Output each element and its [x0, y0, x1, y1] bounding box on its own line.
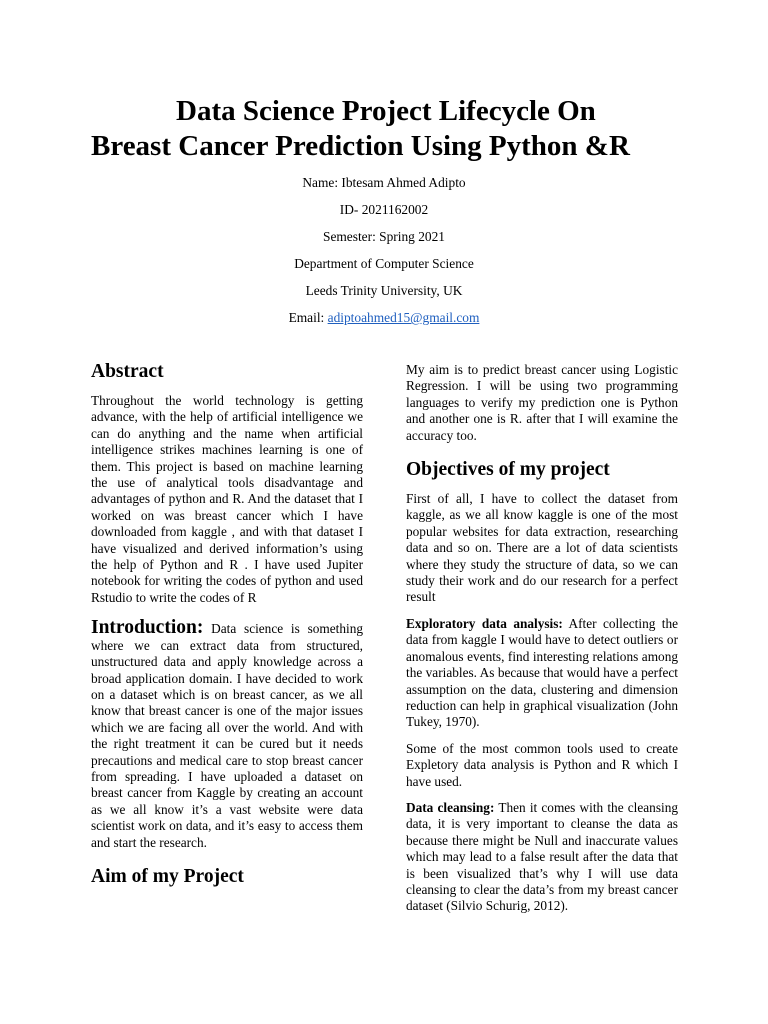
department: Department of Computer Science	[294, 256, 474, 271]
student-id: ID- 2021162002	[339, 202, 429, 217]
abstract-text: Throughout the world technology is getting advance, with the help of artificial intelligence we can do anything and the name when artificial intelligence strikes machines learning is one of them. This project is based on machine learning the use of analytical tools disadvantage and advantages of python and R. And the dataset that I worked on was breast cancer which I have downloaded from kaggle , and with that dataset I have visualized and derived information’s using the help of Python and R . I have used Jupiter notebook for writing the codes of python and used Rstudio to write the codes of R	[91, 393, 363, 605]
objectives-paragraph-1: First of all, I have to collect the dataset from kaggle, as we all know kaggle is one of the most popular websites for data extraction, researching data and so on. There are a lot of data scientists where they study the structure of data, so we can study their work and do our research for a perfect result	[406, 491, 678, 605]
cleansing-label: Data cleansing:	[406, 799, 495, 815]
semester: Semester: Spring 2021	[323, 229, 445, 244]
cleansing-text: Then it comes with the cleansing data, it is very important to cleanse the data as because there might be Null and inaccurate values which may lead to a false result after the data that is been visualized that’s why I will use data cleansing to clear the data’s from my breast cancer dataset (Silvio Schurig, 2012).	[406, 799, 678, 914]
paper-title-line-1: Data Science Project Lifecycle On	[176, 95, 596, 127]
right-column	[406, 362, 678, 925]
tools-paragraph: Some of the most common tools used to create Expletory data analysis is Python and R which I have used.	[406, 740, 678, 789]
aim-heading: Aim of my Project	[91, 865, 244, 887]
introduction-paragraph	[91, 617, 363, 851]
cleansing-paragraph	[406, 800, 678, 915]
objectives-heading: Objectives of my project	[406, 459, 610, 481]
email-link[interactable]: adiptoahmed15@gmail.com	[327, 310, 480, 325]
introduction-heading: Introduction:	[91, 617, 204, 639]
left-column	[91, 360, 363, 898]
eda-text: After collecting the data from kaggle I would have to detect outliers or anomalous events, find interesting relations among the variables. As because that would have a perfect assumption on the data, clustering and dimension reduction can help in graphical visualization (John Tukey, 1970).	[406, 615, 678, 730]
author-info	[0, 172, 768, 334]
eda-label: Exploratory data analysis:	[406, 615, 563, 631]
email-line	[0, 307, 768, 334]
author-name: Name: Ibtesam Ahmed Adipto	[302, 175, 466, 190]
email-label: Email:	[288, 310, 328, 325]
eda-paragraph	[406, 616, 678, 731]
aim-text: My aim is to predict breast cancer using Logistic Regression. I will be using two programming languages to verify my prediction one is Python and another one is R. after that I will examine the accuracy too.	[406, 362, 678, 443]
introduction-text: Data science is something where we can extract data from structured, unstructured data and apply knowledge across a broad application domain. I have decided to work on a dataset which is on breast cancer, as we all know that breast cancer is one of the major issues which we are facing all over the world. And with the right treatment it can be cured but it needs precautions and medical care to stop breast cancer from spreading. I have uploaded a dataset on breast cancer from Kaggle by creating an account as we all know it’s a vast website were data scientist work on data, and it’s easy to access them and start the research.	[91, 621, 363, 850]
title-block	[0, 94, 768, 164]
paper-title-line-2: Breast Cancer Prediction Using Python &R	[91, 130, 630, 162]
university: Leeds Trinity University, UK	[305, 283, 463, 298]
abstract-heading: Abstract	[91, 361, 164, 382]
